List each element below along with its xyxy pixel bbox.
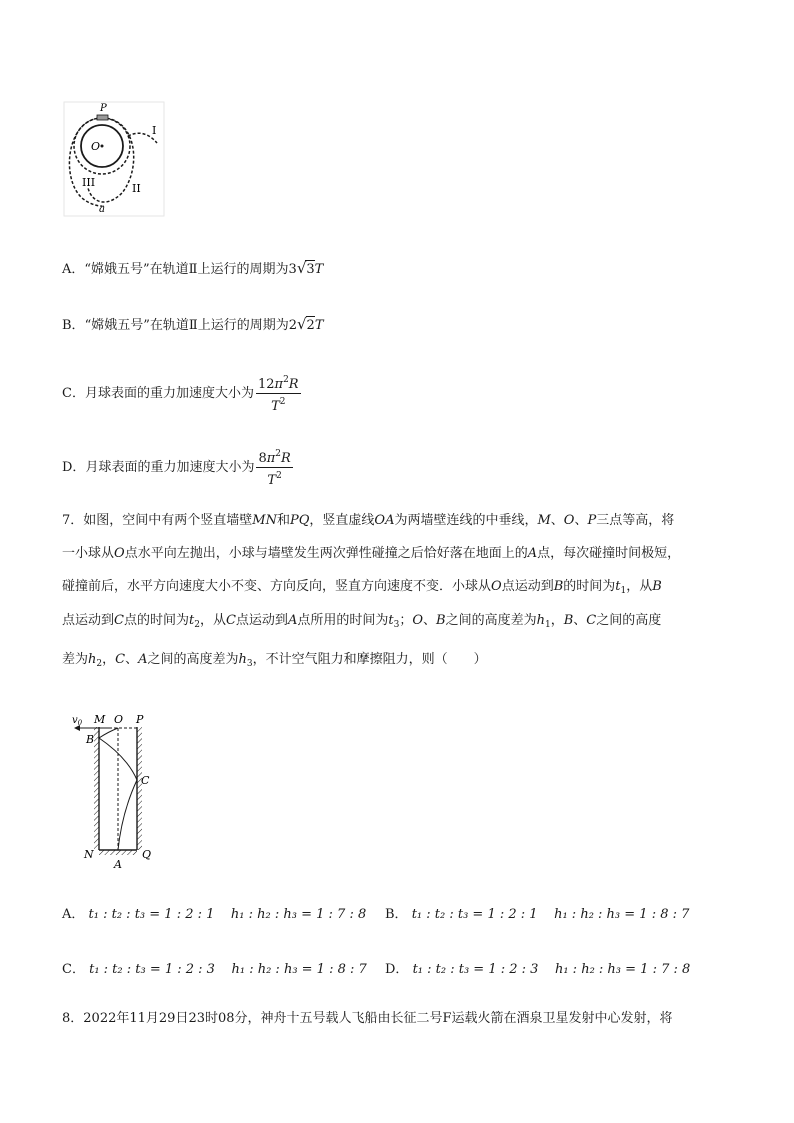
wall-PQ-hatch [137, 727, 142, 850]
label-III: III [82, 176, 96, 189]
q7-stem-line-3: 碰撞前后，水平方向速度大小不变、方向反向，竖直方向速度不变．小球从O点运动到B的时间为$t_1$，从B [62, 579, 662, 596]
label-A: A [114, 858, 122, 871]
q7-option-b[interactable]: B． t₁ : t₂ : t₃ = 1 : 2 : 1 h₁ : h₂ : h₃ = 1 : 8 : 7 [385, 907, 690, 922]
label-P: P [100, 103, 107, 114]
label-O: O [91, 140, 101, 153]
q6-option-d[interactable]: D．月球表面的重力加速度大小为 $\frac{8\pi^2R}{T^2}$ [62, 446, 293, 489]
q8-stem-line-1: 8．2022年11月29日23时08分，神舟十五号载人飞船由长征二号F运载火箭在酒泉卫星发射中心发射，将 [62, 1011, 673, 1026]
q7-stem-line-2: 一小球从O点水平向左抛出，小球与墙壁发生两次弹性碰撞之后恰好落在地面上的A点，每次碰撞时间极短， [62, 546, 681, 561]
label-I: I [152, 124, 157, 137]
label-B: B [86, 733, 95, 746]
orbit-figure [62, 98, 172, 222]
label-v0: $v_0$ [72, 715, 83, 727]
label-P: P [136, 713, 144, 726]
q7-option-d[interactable]: D． t₁ : t₂ : t₃ = 1 : 2 : 3 h₁ : h₂ : h₃ = 1 : 7 : 8 [385, 962, 691, 977]
q6-option-c[interactable]: C．月球表面的重力加速度大小为 $\frac{12\pi^2R}{T^2}$ [62, 372, 301, 415]
q7-option-a[interactable]: A． t₁ : t₂ : t₃ = 1 : 2 : 1 h₁ : h₂ : h₃ = 1 : 7 : 8 [62, 907, 367, 922]
spacecraft-P [97, 115, 108, 120]
q6-option-a[interactable]: A．“嫦娥五号”在轨道Ⅱ上运行的周期为3√3T [62, 259, 324, 277]
label-II: II [132, 182, 141, 195]
center-dot [101, 145, 104, 148]
figure-frame [64, 102, 164, 216]
wall-figure [72, 712, 158, 872]
label-M: M [94, 713, 106, 726]
label-Q: Q [142, 848, 152, 861]
q7-option-c[interactable]: C． t₁ : t₂ : t₃ = 1 : 2 : 3 h₁ : h₂ : h₃ = 1 : 8 : 7 [62, 962, 367, 977]
label-C: C [141, 774, 150, 787]
orbit-II [88, 118, 134, 202]
label-N: N [84, 848, 94, 861]
q7-stem-line-5: 差为$h_2$，C、A之间的高度差为$h_3$，不计空气阻力和摩擦阻力，则（ ） [62, 652, 487, 669]
label-O: O [114, 713, 124, 726]
ground-hatch [99, 850, 137, 855]
q7-stem-line-1: 7．如图，空间中有两个竖直墙壁MN和PQ，竖直虚线OA为两墙壁连线的中垂线，M、O、P三点等高，将 [62, 513, 675, 528]
label-a: a [99, 204, 105, 215]
wall-MN-hatch [94, 727, 99, 850]
q7-stem-line-4: 点运动到C点的时间为$t_2$，从C点运动到A点所用的时间为$t_3$；O、B之间的高度差为$h_1$，B、C之间的高度 [62, 613, 662, 630]
q6-option-b[interactable]: B．“嫦娥五号”在轨道Ⅱ上运行的周期为2√2T [62, 315, 324, 333]
